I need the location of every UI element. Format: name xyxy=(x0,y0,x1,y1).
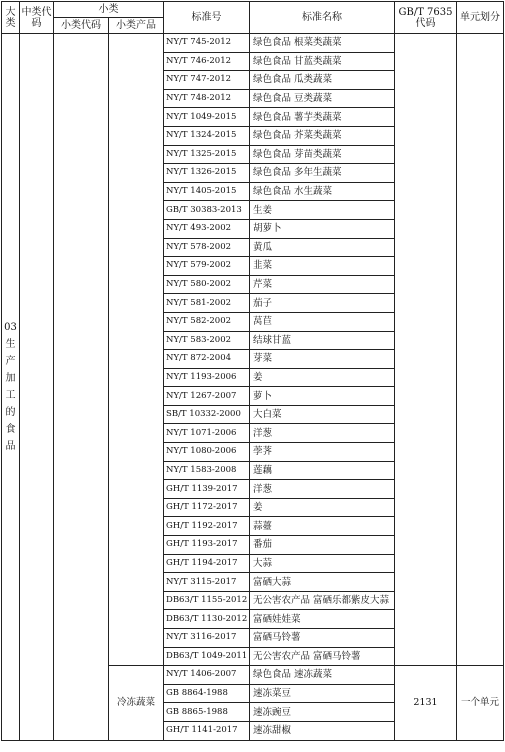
standard-number: GB/T 30383-2013 xyxy=(164,201,250,220)
standard-name: 姜 xyxy=(250,498,395,517)
standard-name: 芹菜 xyxy=(250,275,395,294)
gbt-code-cell xyxy=(395,34,457,666)
header-middle-code: 中类代码 xyxy=(20,2,54,34)
header-minor: 小类 xyxy=(54,2,164,18)
standard-number: SB/T 10332-2000 xyxy=(164,405,250,424)
standard-name: 绿色食品 根菜类蔬菜 xyxy=(250,34,395,53)
major-category-cell: 03生产加工的食品 xyxy=(2,34,20,741)
standard-number: NY/T 1326-2015 xyxy=(164,164,250,183)
standard-number: NY/T 745-2012 xyxy=(164,34,250,53)
standard-number: NY/T 580-2002 xyxy=(164,275,250,294)
standard-name: 绿色食品 豆类蔬菜 xyxy=(250,89,395,108)
standard-name: 萝卜 xyxy=(250,387,395,406)
standard-number: NY/T 3116-2017 xyxy=(164,629,250,648)
standard-name: 生姜 xyxy=(250,201,395,220)
standard-name: 无公害农产品 富硒乐都紫皮大蒜 xyxy=(250,591,395,610)
unit-division-cell xyxy=(457,34,504,666)
middle-code-cell xyxy=(20,34,54,741)
standard-name: 胡萝卜 xyxy=(250,219,395,238)
standard-name: 绿色食品 瓜类蔬菜 xyxy=(250,71,395,90)
header-gbt-code: GB/T 7635代码 xyxy=(395,2,457,34)
standard-number: NY/T 581-2002 xyxy=(164,294,250,313)
standard-number: GH/T 1192-2017 xyxy=(164,517,250,536)
header-minor-code: 小类代码 xyxy=(54,18,109,34)
minor-product-cell xyxy=(109,34,164,666)
standard-name: 绿色食品 薯芋类蔬菜 xyxy=(250,108,395,127)
standard-number: NY/T 3115-2017 xyxy=(164,573,250,592)
standard-name: 大蒜 xyxy=(250,554,395,573)
standard-number: NY/T 872-2004 xyxy=(164,350,250,369)
standard-number: NY/T 583-2002 xyxy=(164,331,250,350)
gbt-code-value: 2131 xyxy=(395,666,457,740)
standard-number: NY/T 1193-2006 xyxy=(164,368,250,387)
header-major: 大类 xyxy=(2,2,20,34)
standard-name: 绿色食品 芥菜类蔬菜 xyxy=(250,126,395,145)
standard-number: NY/T 1583-2008 xyxy=(164,461,250,480)
standard-name: 富硒马铃薯 xyxy=(250,629,395,648)
standard-name: 速冻菜豆 xyxy=(250,684,395,703)
standard-name: 大白菜 xyxy=(250,405,395,424)
standard-name: 绿色食品 多年生蔬菜 xyxy=(250,164,395,183)
standard-number: GB 8865-1988 xyxy=(164,703,250,722)
standards-table xyxy=(1,1,504,741)
minor-product-frozen-cell: 冷冻蔬菜 xyxy=(109,666,164,740)
standard-number: NY/T 1080-2006 xyxy=(164,443,250,462)
standard-number: DB63/T 1130-2012 xyxy=(164,610,250,629)
standard-name: 姜 xyxy=(250,368,395,387)
header-minor-product: 小类产品 xyxy=(109,18,164,34)
standard-name: 莲藕 xyxy=(250,461,395,480)
header-unit-division: 单元划分 xyxy=(457,2,504,34)
header-standard-no: 标准号 xyxy=(164,2,250,34)
standard-name: 芽菜 xyxy=(250,350,395,369)
standard-name: 结球甘蓝 xyxy=(250,331,395,350)
standard-number: GH/T 1172-2017 xyxy=(164,498,250,517)
unit-division-value: 一个单元 xyxy=(457,666,504,740)
standard-number: GH/T 1194-2017 xyxy=(164,554,250,573)
standard-number: GH/T 1193-2017 xyxy=(164,536,250,555)
standard-number: NY/T 1267-2007 xyxy=(164,387,250,406)
standard-name: 绿色食品 芽苗类蔬菜 xyxy=(250,145,395,164)
standard-number: NY/T 1406-2007 xyxy=(164,666,250,685)
standard-name: 富硒大蒜 xyxy=(250,573,395,592)
standard-name: 速冻豌豆 xyxy=(250,703,395,722)
standard-number: NY/T 1324-2015 xyxy=(164,126,250,145)
standard-number: GH/T 1139-2017 xyxy=(164,480,250,499)
standard-number: GH/T 1141-2017 xyxy=(164,721,250,740)
standard-name: 洋葱 xyxy=(250,480,395,499)
standard-name: 荸荠 xyxy=(250,443,395,462)
standard-name: 无公害农产品 富硒马铃薯 xyxy=(250,647,395,666)
table-row xyxy=(2,34,504,53)
standard-number: NY/T 746-2012 xyxy=(164,52,250,71)
standard-number: NY/T 579-2002 xyxy=(164,257,250,276)
standard-name: 绿色食品 甘蓝类蔬菜 xyxy=(250,52,395,71)
standard-number: NY/T 747-2012 xyxy=(164,71,250,90)
standard-name: 蒜薹 xyxy=(250,517,395,536)
minor-code-cell xyxy=(54,34,109,741)
standard-number: NY/T 1405-2015 xyxy=(164,182,250,201)
standard-number: NY/T 1325-2015 xyxy=(164,145,250,164)
standard-name: 莴苣 xyxy=(250,312,395,331)
standard-name: 绿色食品 水生蔬菜 xyxy=(250,182,395,201)
standard-number: NY/T 582-2002 xyxy=(164,312,250,331)
standard-number: DB63/T 1049-2011 xyxy=(164,647,250,666)
header-standard-name: 标准名称 xyxy=(250,2,395,34)
standard-name: 富硒娃娃菜 xyxy=(250,610,395,629)
standard-name: 番茄 xyxy=(250,536,395,555)
standard-number: NY/T 1049-2015 xyxy=(164,108,250,127)
standard-name: 绿色食品 速冻蔬菜 xyxy=(250,666,395,685)
standard-name: 黄瓜 xyxy=(250,238,395,257)
standard-name: 韭菜 xyxy=(250,257,395,276)
standard-name: 速冻甜椒 xyxy=(250,721,395,740)
standard-number: DB63/T 1155-2012 xyxy=(164,591,250,610)
standard-number: NY/T 1071-2006 xyxy=(164,424,250,443)
standard-number: NY/T 578-2002 xyxy=(164,238,250,257)
standard-name: 茄子 xyxy=(250,294,395,313)
standard-number: NY/T 748-2012 xyxy=(164,89,250,108)
standard-name: 洋葱 xyxy=(250,424,395,443)
standard-number: GB 8864-1988 xyxy=(164,684,250,703)
standard-number: NY/T 493-2002 xyxy=(164,219,250,238)
